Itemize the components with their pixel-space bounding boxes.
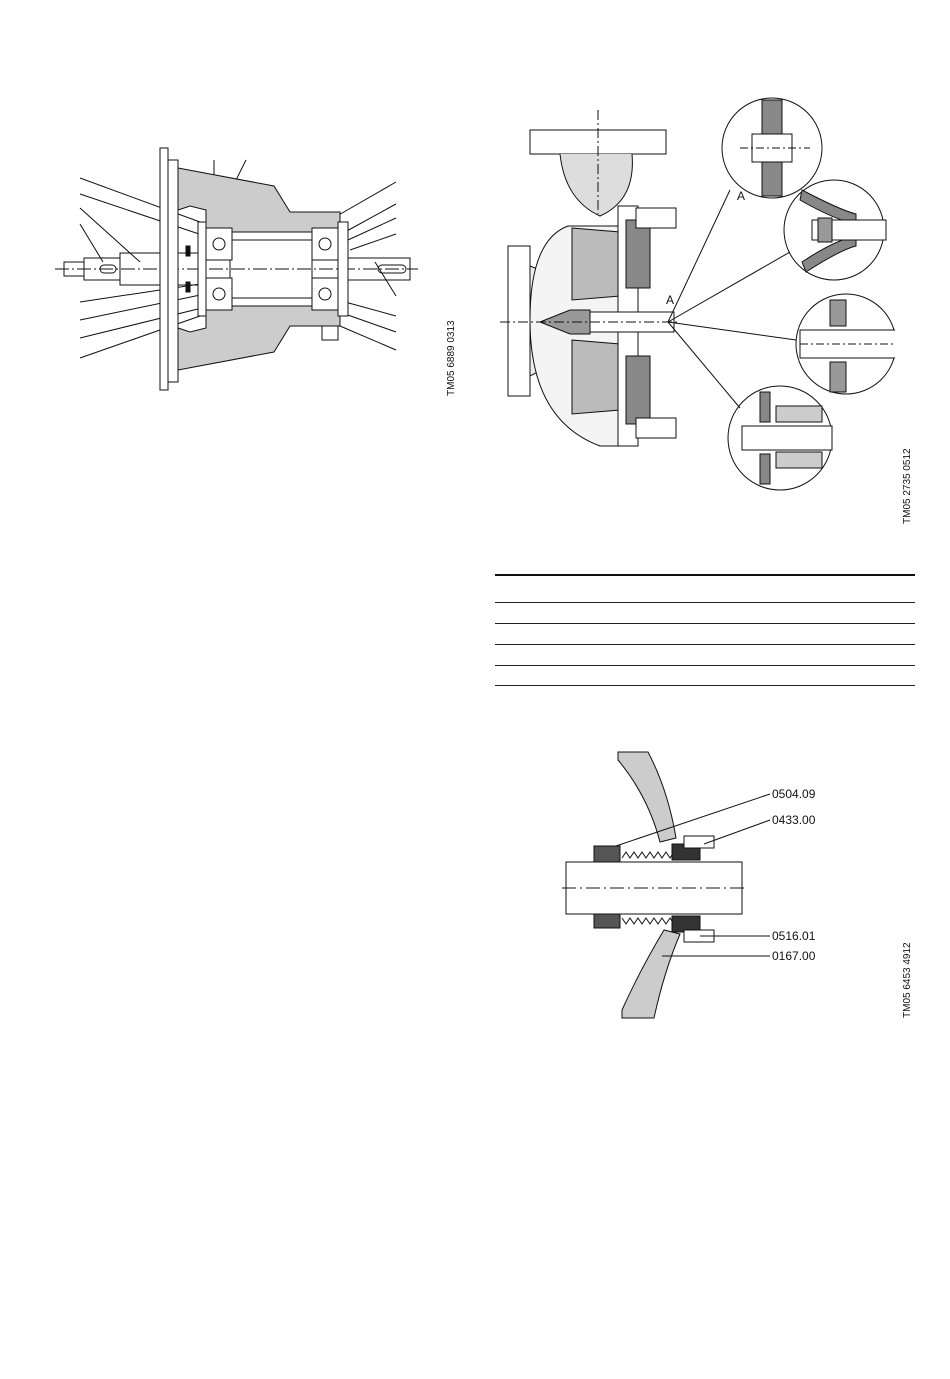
table-row-rule — [495, 685, 915, 686]
callout-0504-09: 0504.09 — [772, 787, 816, 801]
table-row-rule — [495, 665, 915, 666]
figure-code-pump-section: TM05 2735 0512 — [902, 448, 913, 524]
shaft-seal-drawing — [550, 745, 850, 1025]
callout-0167-00: 0167.00 — [772, 949, 816, 963]
table-top-rule — [495, 574, 915, 576]
callout-0516-01: 0516.01 — [772, 929, 816, 943]
empty-table — [495, 574, 915, 688]
callout-0433-00: 0433.00 — [772, 813, 816, 827]
table-row-rule — [495, 623, 915, 624]
figure-code-shaft-seal: TM05 6453 4912 — [902, 942, 913, 1018]
pump-section-drawing — [495, 95, 895, 495]
detail-label-a-circle: A — [737, 189, 746, 203]
table-row-rule — [495, 644, 915, 645]
table-row-rule — [495, 602, 915, 603]
figure-code-bearing-bracket: TM05 6889 0313 — [446, 320, 457, 396]
bearing-bracket-drawing — [50, 140, 430, 410]
detail-label-a: A — [666, 293, 675, 307]
